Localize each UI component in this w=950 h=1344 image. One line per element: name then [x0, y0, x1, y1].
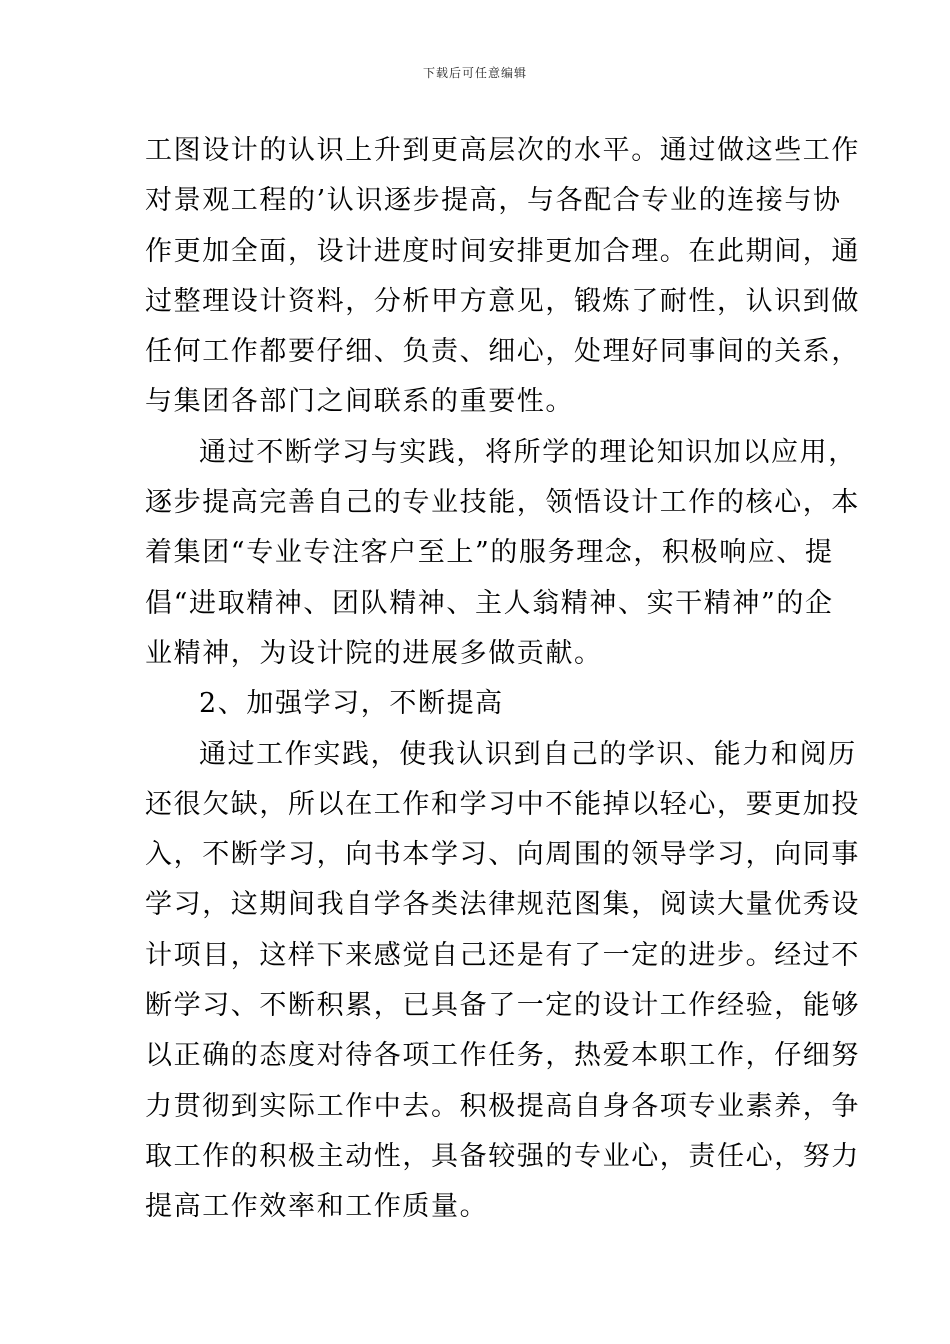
text-line: 作更加全面，设计进度时间安排更加合理。在此期间，通: [145, 235, 860, 267]
text-line: 工图设计的认识上升到更高层次的水平。通过做这些工作: [145, 135, 860, 166]
text-line: 逐步提高完善自己的专业技能，领悟设计工作的核心，本: [145, 487, 860, 519]
paragraph-first-line: 2、加强学习，不断提高: [199, 688, 504, 720]
text-line: 还很欠缺，所以在工作和学习中不能掉以轻心，要更加投: [145, 788, 860, 820]
text-line: 提高工作效率和工作质量。: [145, 1191, 489, 1223]
text-line: 过整理设计资料，分析甲方意见，锻炼了耐性，认识到做: [145, 285, 860, 317]
paragraph-first-line: 通过不断学习与实践，将所学的理论知识加以应用，: [199, 436, 857, 468]
text-line: 取工作的积极主动性，具备较强的专业心，责任心，努力: [145, 1140, 860, 1172]
document-body: [145, 126, 860, 1233]
text-line: 学习，这期间我自学各类法律规范图集，阅读大量优秀设: [145, 889, 860, 921]
text-line: 与集团各部门之间联系的重要性。: [145, 386, 574, 418]
text-line: 业精神，为设计院的进展多做贡献。: [145, 637, 603, 669]
text-line: 任何工作都要仔细、负责、细心，处理好同事间的关系，: [145, 336, 860, 368]
text-line: 以正确的态度对待各项工作任务，热爱本职工作，仔细努: [145, 1040, 860, 1072]
text-line: 断学习、不断积累，已具备了一定的设计工作经验，能够: [145, 990, 860, 1022]
text-line: 计项目，这样下来感觉自己还是有了一定的进步。经过不: [145, 939, 860, 971]
paragraph-first-line: 通过工作实践，使我认识到自己的学识、能力和阅历: [199, 738, 857, 770]
text-line: 力贯彻到实际工作中去。积极提高自身各项专业素养，争: [145, 1090, 860, 1122]
text-line: 着集团“专业专注客户至上”的服务理念，积极响应、提: [145, 537, 834, 569]
text-line: 入，不断学习，向书本学习、向周围的领导学习，向同事: [145, 839, 860, 871]
text-line: 对景观工程的’认识逐步提高，与各配合专业的连接与协: [145, 185, 842, 217]
text-line: 倡“进取精神、团队精神、主人翁精神、实干精神”的企: [145, 587, 834, 619]
page-header-note: 下载后可任意编辑: [422, 66, 527, 80]
